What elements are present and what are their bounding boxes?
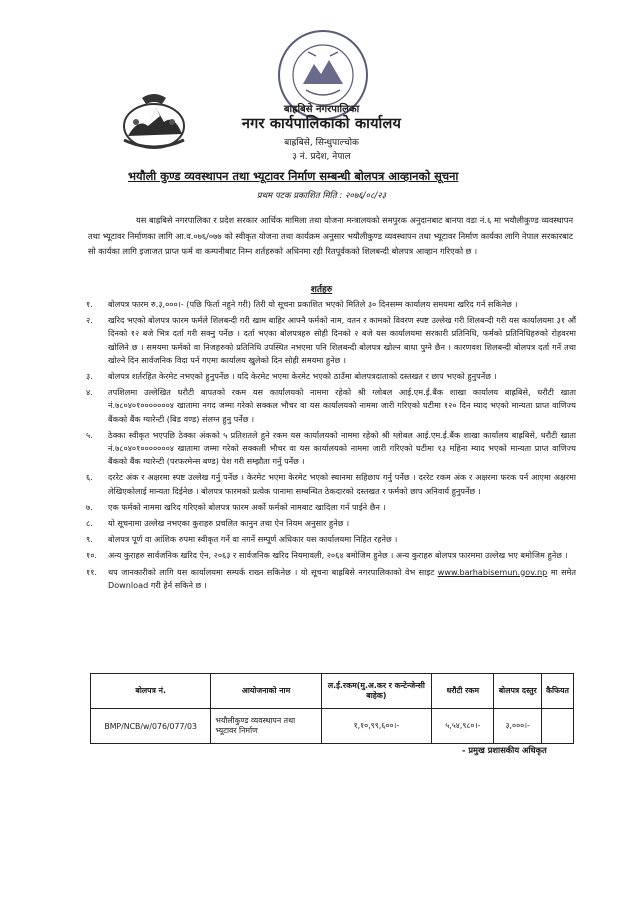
office-name: नगर कार्यपालिकाको कार्यालय [241,116,402,132]
table-cell: BMP/NCB/w/076/077/03 [91,709,211,744]
condition-number: १. [86,299,93,309]
condition-text: खरिद भएको बोलपत्र फारम फर्मले शिलबन्दी गरी खाम बाहिर आफ्नै फर्मको नाम, वतन र कामको विवरण स्पष्ट उल्लेख गरी शिलबन्दी गरी यस कार्यालयमा ३१ औं दिनको १२ बजे भित्र दर्ता गरी सक्नु पर्नेछ । दर्ता भएका बोलपत्रहरु सोही दिनको २ बजे यस कार्यालयमा सरकारी प्रतिनिधि, फर्मको प्रतिनिधिहरुको रोहवरमा खोलिने छ । समयमा फर्मको वा निजहरुको प्रतिनिधि उपस्थित नभएमा पनि शिलबन्दी बोलपत्र खोल्न बाधा पुग्ने छैन । कारणवश शिलबन्दी बोलपत्र दर्ता गर्ने तथा खोल्ने दिन सार्वजनिक विदा पर्न गएमा कार्यालय खुलेको दिन सोही समयमा हुनेछ । [108,315,576,365]
table-row [91,709,574,744]
table-cell: १,१०,९९,६००।- [321,709,431,744]
bid-table [90,673,574,744]
condition-number: ५. [86,429,93,440]
table-cell: ३,०००।- [494,709,542,744]
table-header: कैफियत [542,674,574,709]
condition-number: ४. [86,387,93,398]
signature-line: - प्रमुख प्रशासकीय अधिकृत [462,745,547,755]
condition-text: बोलपत्र पूर्ण वा आंशिक रुपमा स्वीकृत गर्ने वा नगर्ने सम्पूर्ण अधिकार यस कार्यालयमा निहित रहनेछ । [108,534,398,545]
office-province: ३ नं. प्रदेश, नेपाल [292,152,351,162]
notice-title: भयौली कुण्ड व्यवस्थापन तथा भ्यूटावर निर्माण सम्बन्धी बोलपत्र आव्हानको सूचना [128,169,459,183]
condition-item [86,566,576,592]
condition-item [86,517,576,530]
condition-item [86,386,576,426]
condition-number: ७. [86,501,93,512]
condition-number: ९. [86,534,93,545]
condition-item [86,298,576,311]
condition-item [86,370,576,383]
conditions-heading: शर्तहरु [310,285,333,295]
table-header: आयोजनाको नाम [211,674,321,709]
table-header: बोलपत्र नं. [91,674,211,709]
website-link[interactable]: www.barhabisemun.gov.np [437,566,548,577]
condition-number: १०. [86,550,97,561]
office-address: बाह्रबिसे, सिन्धुपाल्चोक [284,138,359,148]
condition-text: दररेट अंक र अक्षरमा स्पष्ट उल्लेख गर्नु पर्नेछ । केरमेट भएमा केरमेट भएको स्थानमा सहिछाप गर्नु पर्नेछ । दररेट रकम अंक र अक्षरमा फरक पर्न आएमा अक्षरमा लेखिएकोलाई मान्यता दिईनेछ । बोलपत्र फारमको प्रत्येक पानामा सम्बन्धित ठेकदारको दस्तखत र फर्मको छाप अनिवार्य हुनुपर्नेछ । [108,472,576,496]
conditions-list [86,298,576,595]
condition-number: ११. [86,566,97,577]
condition-text: थप जानकारीको लागि यस कार्यालयमा सम्पर्क राख्न सकिनेछ । यो सूचना बाह्रबिसे नगरपालिकाको वेभ साइट [108,566,435,577]
condition-item [86,501,576,514]
table-cell: भयौलीकुण्ड व्यवस्थापन तथा भ्यूटावर निर्माण [211,709,321,744]
condition-text: बोलपत्र शर्तरहित केरमेट नभएको हुनुपर्नेछ । यदि केरमेट भएमा केरमेट भएको ठाउँमा बोलपत्रदाताको दस्तखत र छाप भएको हुनुपर्नेछ । [108,371,497,382]
condition-item [86,533,576,546]
condition-number: २. [86,315,93,326]
table-cell [542,709,574,744]
condition-text: बोलपत्र फारम रु.३,०००।- (पछि फिर्ता नहुने गरी) तिरी यो सूचना प्रकाशित भएको मितिले ३० दिनसम्म कार्यालय समयमा खरिद गर्न सकिनेछ । [108,299,518,309]
condition-text: यो सूचनामा उल्लेख नभएका कुराहरु प्रचलित कानुन तथा ऐन नियम अनुसार हुनेछ । [108,518,350,529]
table-header: धरौटी रकम [432,674,494,709]
condition-item [86,314,576,367]
condition-number: ६. [86,472,93,483]
condition-text: अन्य कुराहरु सार्वजनिक खरिद ऐन, २०६३ र सार्वजनिक खरिद नियमावली, २०६४ बमोजिम हुनेछ । अन्य कुराहरु बोलपत्र फारममा उल्लेख भए बमोजिम हुनेछ । [108,550,568,561]
intro-paragraph: यस बाह्रबिसे नगरपालिका र प्रदेश सरकार आर्थिक मामिला तथा योजना मन्त्रालयको समपुरक अनुदानबाट बानपा वडा नं.६ मा भयौलीकुण्ड व्यवस्थापन तथा भ्यूटावर निर्माणका लागि आ.व.०७६/०७७ को स्वीकृत योजना तथा कार्यक्रम अनुसार भयौलीकुण्ड व्यवस्थापन तथा भ्यूटावर निर्माण कार्यका लागि नेपाल सरकारबाट सो कार्यका लागि इजाजत प्राप्त फर्म वा कम्पनीबाट निम्न शर्तहरुको अधिनमा रही रितपूर्वकको शिलबन्दी बोलपत्र आव्हान गरिएको छ । [88,215,573,256]
municipality-name: बाह्रबिसे नगरपालिका [283,104,360,115]
table-header: बोलपत्र दस्तुर [494,674,542,709]
condition-text: ठेक्का स्वीकृत भएपछि ठेक्का अंकको ५ प्रतिशतले हुने रकम यस कार्यालयको नाममा रहेको श्री ग्लोबल आई.एम.ई.बैंक शाखा कार्यालय बाह्रबिसे, धरौटी खाता नं.७८०४०१०००००००४ खातामा जम्मा गरेको सक्कली भौचर वा यस कार्यालयको नाममा जारी गरिएको घटीमा १३ महिना म्याद भएको मान्यता प्राप्त वाणिज्य बैंकको बैंक ग्यारेन्टी (परफरमेन्स बण्ड) पेश गरी सम्झौता गर्नु पर्नेछ । [108,429,576,467]
condition-text: तपशिलमा उल्लेखित धरौटी बापतको रकम यस कार्यालयको नाममा रहेको श्री ग्लोबल आई.एम.ई.बैंक शाखा कार्यालय बाह्रबिसे, धरौटी खाता नं.७८०४०१०००००००४ खातामा नगद जम्मा गरेको सक्कल भौचर वा यस कार्यालयको नाममा जारी गरिएको घटीमा १२० दिन म्याद भएको मान्यता प्राप्त वाणिज्य बैंकको बैंक ग्यारेन्टी (बिड वण्ड) संलग्न हुनु पर्नेछ । [108,387,576,424]
condition-text: मा समेत Download गरी हेर्न सकिने छ । [108,566,577,590]
table-cell: ५,५४,९८०।- [432,709,494,744]
publish-date: प्रथम पटक प्रकाशित मिति : २०७६/०८/२३ [256,191,387,201]
table-header: ल.ई.रकम(मु.अ.कर र कन्टेन्जेन्सी बाहेक) [321,674,431,709]
table-header-row [91,674,574,709]
condition-item [86,471,576,497]
condition-number: ८. [86,518,93,529]
condition-item [86,549,576,562]
condition-item [86,429,576,469]
condition-number: ३. [86,371,93,382]
condition-text: एक फर्मको नाममा खरिद गरिएको बोलपत्र फारम अर्को फर्मको नामबाट खादिला गर्न पाईने छैन । [108,501,386,512]
